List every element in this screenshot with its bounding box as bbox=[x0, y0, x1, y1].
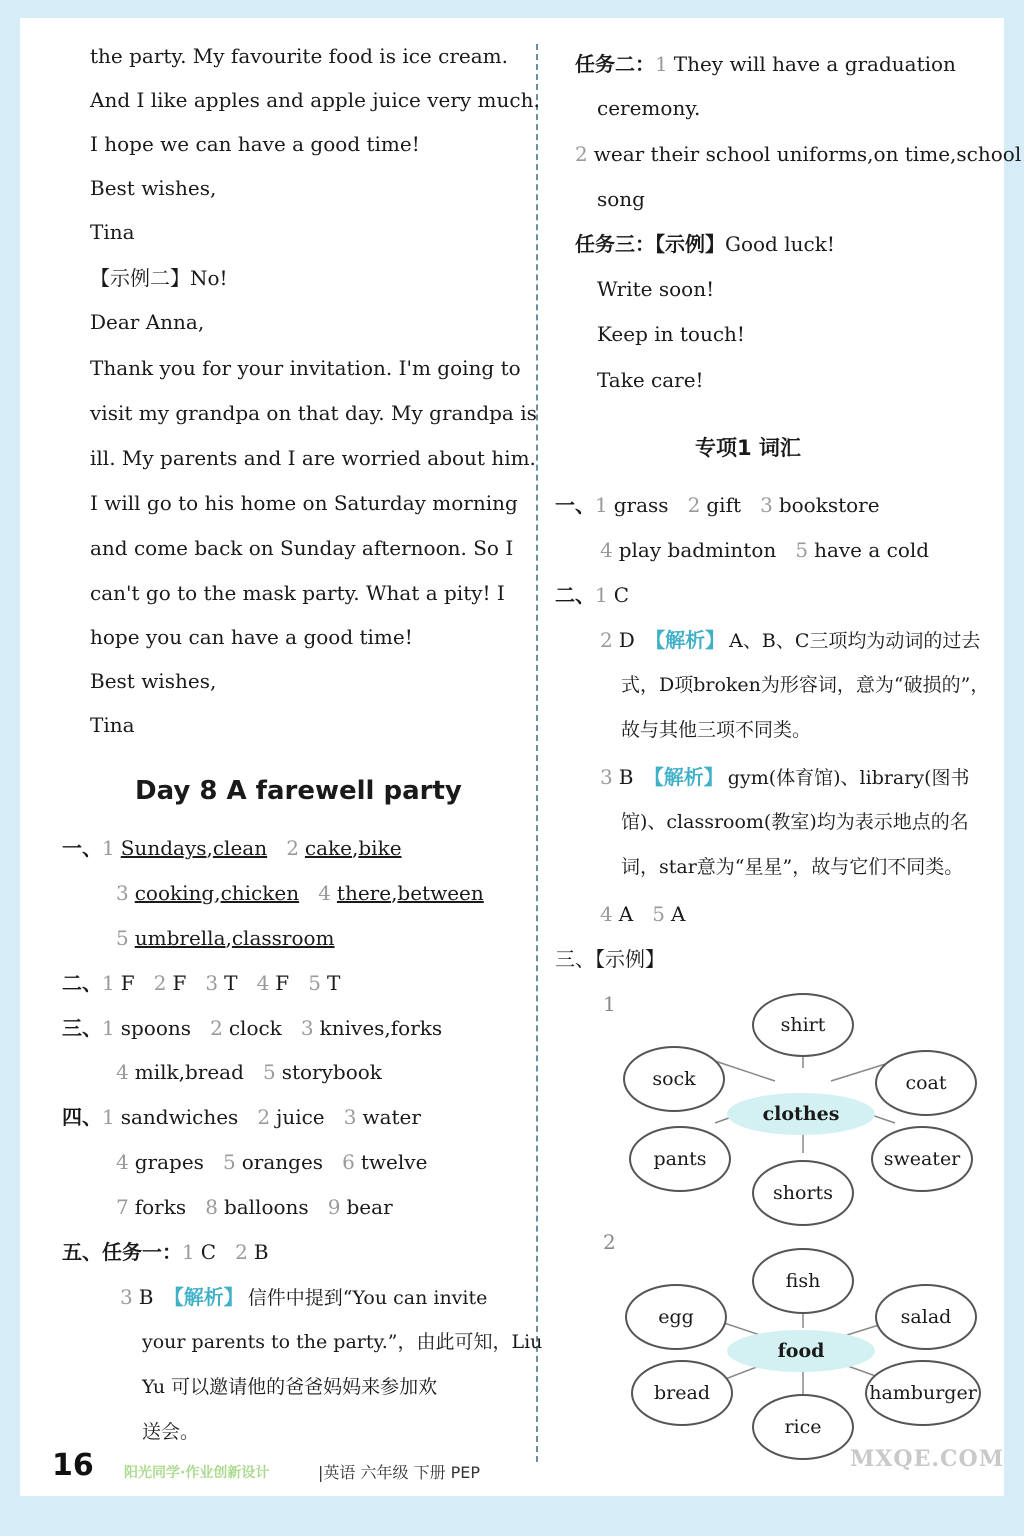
answer: gift bbox=[706, 493, 742, 517]
separator: , bbox=[206, 836, 213, 860]
mindmap-node: pants bbox=[629, 1126, 731, 1192]
answer-row bbox=[62, 1103, 421, 1131]
answer: They will have a graduation bbox=[673, 52, 956, 76]
explanation-text: 式，D项broken为形容词，意为“破损的”， bbox=[621, 674, 990, 696]
letter-line: Best wishes, bbox=[90, 176, 217, 200]
letter-line: Dear Anna, bbox=[90, 310, 205, 334]
answer: storybook bbox=[281, 1060, 382, 1084]
letter-line: And I like apples and apple juice very much. bbox=[90, 88, 540, 112]
mindmap-node: sweater bbox=[871, 1126, 973, 1192]
item-number: 3 bbox=[300, 1016, 314, 1040]
explanation-text: 信件中提到“You can invite bbox=[247, 1287, 488, 1309]
answer-line: Take care! bbox=[597, 368, 704, 392]
answer: clock bbox=[228, 1016, 282, 1040]
answer: F bbox=[172, 971, 187, 995]
letter-line: visit my grandpa on that day. My grandpa is bbox=[90, 401, 537, 425]
section-label: 五、任务一： bbox=[62, 1240, 182, 1264]
section-label: 任务二： bbox=[575, 52, 655, 76]
item-number: 1 bbox=[595, 493, 608, 517]
answer-row bbox=[116, 1193, 393, 1221]
answer: play badminton bbox=[618, 538, 777, 562]
answer-line: Keep in touch! bbox=[597, 322, 745, 346]
item-number: 1 bbox=[102, 1105, 115, 1129]
mindmap-node: sock bbox=[623, 1046, 725, 1112]
explanation-text: gym(体育馆)、library(图书 bbox=[727, 767, 970, 789]
section-label: 一、 bbox=[62, 836, 102, 860]
answer: spoons bbox=[120, 1016, 192, 1040]
answer: A bbox=[671, 902, 686, 926]
letter-line: Tina bbox=[90, 220, 135, 244]
answer-row bbox=[116, 1058, 382, 1086]
item-number: 4 bbox=[318, 881, 331, 905]
item-number: 3 bbox=[600, 765, 613, 789]
section-label: 二、 bbox=[62, 971, 102, 995]
explanation-tag: 【解析】 bbox=[643, 765, 724, 789]
explanation-text: 故与其他三项不同类。 bbox=[621, 719, 812, 741]
answer: oranges bbox=[241, 1150, 324, 1174]
item-number: 1 bbox=[102, 836, 115, 860]
mindmap-node: bread bbox=[631, 1360, 733, 1426]
answer: umbrella bbox=[134, 926, 226, 950]
item-number: 2 bbox=[235, 1240, 248, 1264]
mindmap-node: fish bbox=[752, 1248, 854, 1314]
item-number: 2 bbox=[575, 142, 588, 166]
item-number: 2 bbox=[603, 1230, 616, 1254]
letter-line: and come back on Sunday afternoon. So I bbox=[90, 536, 514, 560]
answer: between bbox=[397, 881, 484, 905]
item-number: 9 bbox=[327, 1195, 341, 1219]
answer-line: ceremony. bbox=[597, 96, 701, 120]
section-label: 三、 bbox=[62, 1016, 102, 1040]
answer: bear bbox=[346, 1195, 393, 1219]
page-sheet bbox=[20, 18, 1022, 1496]
answer: balloons bbox=[223, 1195, 309, 1219]
answer: twelve bbox=[360, 1150, 428, 1174]
item-number: 3 bbox=[343, 1105, 357, 1129]
answer: C bbox=[613, 583, 630, 607]
answer: grass bbox=[613, 493, 669, 517]
answer: F bbox=[275, 971, 290, 995]
answer: wear their school uniforms,on time,school bbox=[593, 142, 1022, 166]
answer: B bbox=[618, 765, 634, 789]
answer: F bbox=[120, 971, 135, 995]
letter-line: hope you can have a good time! bbox=[90, 625, 413, 649]
explanation-text: 馆)、classroom(教室)均为表示地点的名 bbox=[621, 811, 969, 833]
answer: Good luck! bbox=[725, 232, 835, 256]
item-number: 1 bbox=[182, 1240, 195, 1264]
answer-row bbox=[600, 626, 980, 655]
section-label: 三、【示例】 bbox=[555, 947, 665, 971]
answer-row bbox=[62, 1014, 442, 1042]
answer: B bbox=[138, 1285, 154, 1309]
item-number: 4 bbox=[256, 971, 270, 995]
letter-line: I will go to his home on Saturday morning bbox=[90, 491, 518, 515]
answer: bike bbox=[358, 836, 402, 860]
explanation-text: A、B、C三项均为动词的过去 bbox=[729, 630, 981, 652]
day-heading: Day 8 A farewell party bbox=[135, 776, 462, 806]
answer-row bbox=[600, 536, 929, 564]
item-number: 3 bbox=[116, 881, 129, 905]
answer: B bbox=[253, 1240, 269, 1264]
item-number: 2 bbox=[257, 1105, 271, 1129]
section-heading: 专项1 词汇 bbox=[695, 436, 801, 460]
letter-line: ill. My parents and I are worried about him. bbox=[90, 446, 536, 470]
mindmap-node: shirt bbox=[752, 993, 854, 1057]
separator: , bbox=[214, 881, 221, 905]
item-number: 2 bbox=[687, 493, 701, 517]
item-number: 5 bbox=[116, 926, 129, 950]
answer-row bbox=[575, 230, 835, 258]
answer: juice bbox=[276, 1105, 325, 1129]
answer-row bbox=[555, 581, 629, 609]
explanation-text: 词，star意为“星星”，故与它们不同类。 bbox=[621, 856, 964, 878]
mindmap-node: salad bbox=[875, 1284, 977, 1350]
section-label: 四、 bbox=[62, 1105, 102, 1129]
item-number: 5 bbox=[795, 538, 809, 562]
answer-row bbox=[116, 924, 335, 952]
section-label: 一、 bbox=[555, 493, 595, 517]
section-label: 任务三：【示例】 bbox=[575, 232, 725, 256]
answer: C bbox=[200, 1240, 217, 1264]
mindmap-node: hamburger bbox=[865, 1360, 981, 1426]
answer-row bbox=[575, 50, 956, 78]
answer-row bbox=[600, 900, 685, 928]
item-number: 5 bbox=[262, 1060, 276, 1084]
item-number: 2 bbox=[153, 971, 167, 995]
item-number: 2 bbox=[286, 836, 299, 860]
answer-row bbox=[116, 879, 484, 907]
item-number: 5 bbox=[652, 902, 665, 926]
item-number: 2 bbox=[210, 1016, 223, 1040]
explanation-tag: 【解析】 bbox=[163, 1285, 244, 1309]
item-number: 3 bbox=[205, 971, 219, 995]
answer: T bbox=[224, 971, 238, 995]
answer: there bbox=[336, 881, 392, 905]
letter-line: Best wishes, bbox=[90, 669, 217, 693]
letter-line: the party. My favourite food is ice cream. bbox=[90, 44, 508, 68]
answer: knives,forks bbox=[319, 1016, 443, 1040]
item-number: 4 bbox=[116, 1150, 129, 1174]
section-label: 二、 bbox=[555, 583, 595, 607]
item-number: 4 bbox=[116, 1060, 129, 1084]
item-number: 1 bbox=[595, 583, 608, 607]
example2-label: 【示例二】No! bbox=[90, 266, 228, 290]
item-number: 4 bbox=[600, 902, 613, 926]
answer: water bbox=[362, 1105, 421, 1129]
answer: cake bbox=[304, 836, 353, 860]
answer: A bbox=[618, 902, 634, 926]
answer: bookstore bbox=[778, 493, 880, 517]
mindmap-node: egg bbox=[625, 1284, 727, 1350]
answer-line: Write soon! bbox=[597, 277, 715, 301]
letter-line: I hope we can have a good time! bbox=[90, 132, 420, 156]
item-number: 5 bbox=[223, 1150, 236, 1174]
answer: milk,bread bbox=[134, 1060, 244, 1084]
answer: grapes bbox=[134, 1150, 204, 1174]
item-number: 3 bbox=[760, 493, 773, 517]
explanation-tag: 【解析】 bbox=[645, 628, 726, 652]
explanation-text: 送会。 bbox=[142, 1421, 200, 1443]
item-number: 1 bbox=[655, 52, 668, 76]
mindmap-node: coat bbox=[875, 1050, 977, 1116]
watermark: MXQE.COM bbox=[850, 1446, 1005, 1472]
mindmap-center: clothes bbox=[727, 1093, 875, 1135]
answer: forks bbox=[134, 1195, 187, 1219]
item-number: 7 bbox=[116, 1195, 129, 1219]
answer-line: song bbox=[597, 187, 645, 211]
answer: cooking bbox=[134, 881, 215, 905]
answer: clean bbox=[212, 836, 268, 860]
answer-row bbox=[62, 834, 402, 862]
item-number: 6 bbox=[342, 1150, 355, 1174]
answer: chicken bbox=[220, 881, 300, 905]
item-number: 4 bbox=[600, 538, 613, 562]
answer: D bbox=[618, 628, 635, 652]
mindmap-center: food bbox=[727, 1330, 875, 1372]
page-number: 16 bbox=[52, 1448, 94, 1483]
answer-row bbox=[600, 763, 970, 792]
column-divider bbox=[536, 44, 538, 1462]
answer-row bbox=[62, 1238, 269, 1266]
mindmap-node: rice bbox=[752, 1394, 854, 1460]
item-number: 1 bbox=[102, 971, 115, 995]
item-number: 1 bbox=[603, 992, 616, 1016]
answer: sandwiches bbox=[120, 1105, 239, 1129]
letter-line: Thank you for your invitation. I'm going to bbox=[90, 356, 521, 380]
answer: Sundays bbox=[120, 836, 207, 860]
explanation-text: Yu 可以邀请他的爸爸妈妈来参加欢 bbox=[142, 1376, 438, 1398]
letter-line: can't go to the mask party. What a pity! I bbox=[90, 581, 505, 605]
item-number: 8 bbox=[205, 1195, 218, 1219]
item-number: 2 bbox=[600, 628, 613, 652]
answer-row bbox=[62, 969, 340, 997]
item-number: 3 bbox=[120, 1285, 133, 1309]
answer: have a cold bbox=[814, 538, 930, 562]
answer-row bbox=[116, 1148, 427, 1176]
separator: , bbox=[391, 881, 398, 905]
letter-line: Tina bbox=[90, 713, 135, 737]
answer-row bbox=[120, 1283, 487, 1312]
mindmap-node: shorts bbox=[752, 1160, 854, 1226]
answer: T bbox=[327, 971, 341, 995]
answer-row bbox=[575, 140, 1021, 168]
item-number: 1 bbox=[102, 1016, 115, 1040]
separator: , bbox=[225, 926, 232, 950]
separator: , bbox=[352, 836, 359, 860]
explanation-text: your parents to the party.”，由此可知，Liu bbox=[142, 1331, 543, 1353]
subject-info: |英语 六年级 下册 PEP bbox=[318, 1463, 481, 1482]
answer-row bbox=[555, 491, 880, 519]
brand-text: 阳光同学·作业创新设计 bbox=[124, 1465, 270, 1481]
answer: classroom bbox=[231, 926, 335, 950]
item-number: 5 bbox=[308, 971, 321, 995]
